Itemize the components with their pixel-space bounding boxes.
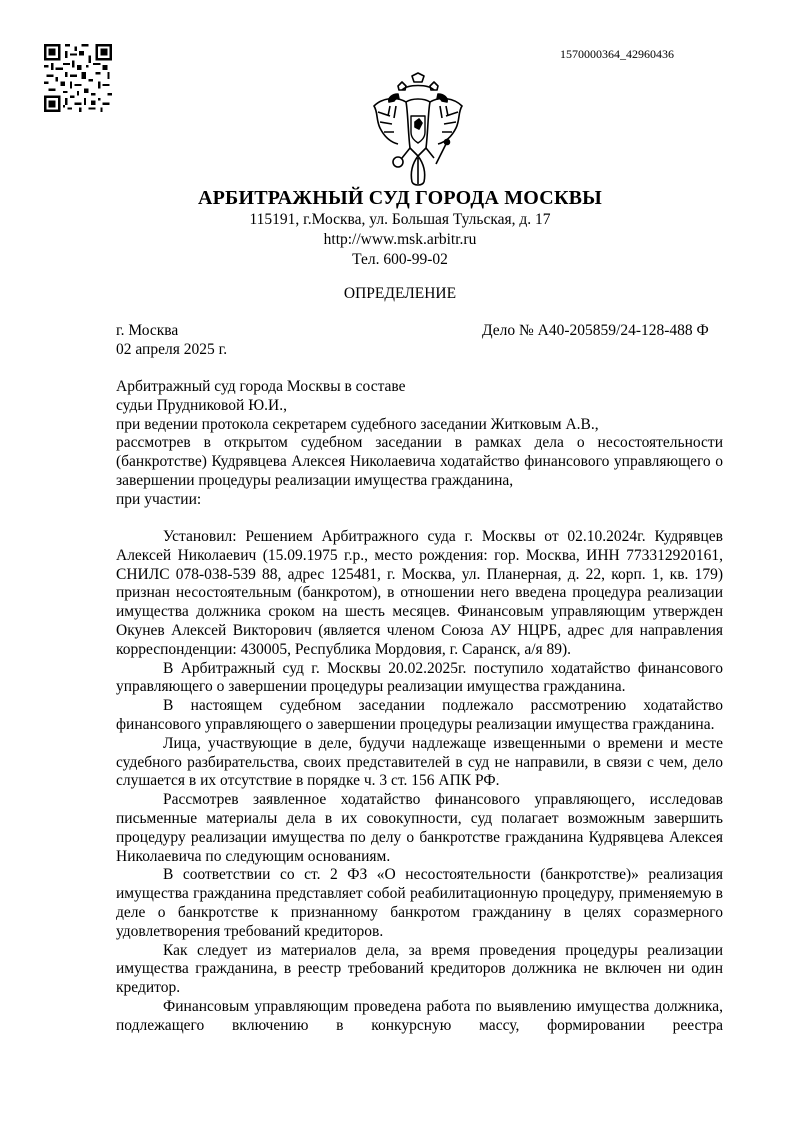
paragraph: Рассмотрев заявленное ходатайство финансового управляющего, исследовав письменные материалы дела в их совокупности, суд полагает возможным завершить процедуру реализации имущества по делу о банкротстве гражданина Кудрявцева Алексея Николаевича по следующим основаниям. <box>116 791 723 865</box>
court-website-link[interactable]: http://www.msk.arbitr.ru <box>323 231 477 248</box>
coat-of-arms-emblem <box>368 72 468 190</box>
paragraph: В Арбитражный суд г. Москвы 20.02.2025г. поступило ходатайство финансового управляющего о завершении процедуры реализации имущества гражданина. <box>116 659 723 696</box>
document-number: 1570000364_42960436 <box>560 47 674 61</box>
intro-block <box>116 378 723 510</box>
intro-paragraph: рассмотрев в открытом судебном заседании в рамках дела о несостоятельности (банкротстве) Кудрявцева Алексея Николаевича ходатайство финансового управляющего о завершении процедуры реализации имущества гражданина, <box>116 434 723 489</box>
paragraph: В соответствии со ст. 2 ФЗ «О несостоятельности (банкротстве)» реализация имущества гражданина представляет собой реабилитационную процедуру, применяемую в деле о банкротстве к признанному банкротом гражданину в целях соразмерного удовлетворения требований кредиторов. <box>116 866 723 940</box>
court-name: АРБИТРАЖНЫЙ СУД ГОРОДА МОСКВЫ <box>197 187 603 209</box>
court-address: 115191, г.Москва, ул. Большая Тульская, д. 17 <box>249 211 551 228</box>
document-type-title: ОПРЕДЕЛЕНИЕ <box>343 285 457 302</box>
intro-line: при ведении протокола секретарем судебного заседании Житковым А.В., <box>116 415 599 433</box>
intro-line: Арбитражный суд города Москвы в составе <box>116 378 406 395</box>
document-date: 02 апреля 2025 г. <box>116 341 228 358</box>
paragraph: Как следует из материалов дела, за время проведения процедуры реализации имущества гражданина, в реестр требований кредиторов должника не включен ни один кредитор. <box>116 941 723 997</box>
court-phone: Тел. 600-99-02 <box>352 251 448 268</box>
paragraph: Установил: Решением Арбитражного суда г. Москвы от 02.10.2024г. Кудрявцев Алексей Николаевич (15.09.1975 г.р., место рождения: гор. Москва, ИНН 773312920161, СНИЛС 078-038-539 88, адрес 125481, г. Москва, ул. Планерная, д. 22, корп. 1, кв. 179) признан несостоятельным (банкротом), в отношении него введена процедура реализации имущества должника сроком на шесть месяцев. Финансовым управляющим утвержден Окунев Алексей Викторович (является членом Союза АУ НЦРБ, адрес для направления корреспонденции: 430005, Республика Мордовия, г. Саранск, а/я 89). <box>116 528 723 658</box>
paragraph: Финансовым управляющим проведена работа по выявлению имущества должника, подлежащего включению в конкурсную массу, формировании реестра <box>116 997 723 1034</box>
body-text <box>116 528 723 1036</box>
qr-code <box>44 44 112 112</box>
city: г. Москва <box>116 322 179 339</box>
intro-line: судьи Прудниковой Ю.И., <box>116 396 287 414</box>
intro-line: при участии: <box>116 490 202 508</box>
case-number: Дело № А40-205859/24-128-488 Ф <box>482 322 709 339</box>
paragraph: В настоящем судебном заседании подлежало рассмотрению ходатайство финансового управляющего о завершении процедуры реализации имущества гражданина. <box>116 697 723 733</box>
paragraph: Лица, участвующие в деле, будучи надлежаще извещенными о времени и месте судебного разбирательства, своих представителей в суд не направили, в связи с чем, дело слушается в их отсутствие в порядке ч. 3 ст. 156 АПК РФ. <box>116 734 723 790</box>
